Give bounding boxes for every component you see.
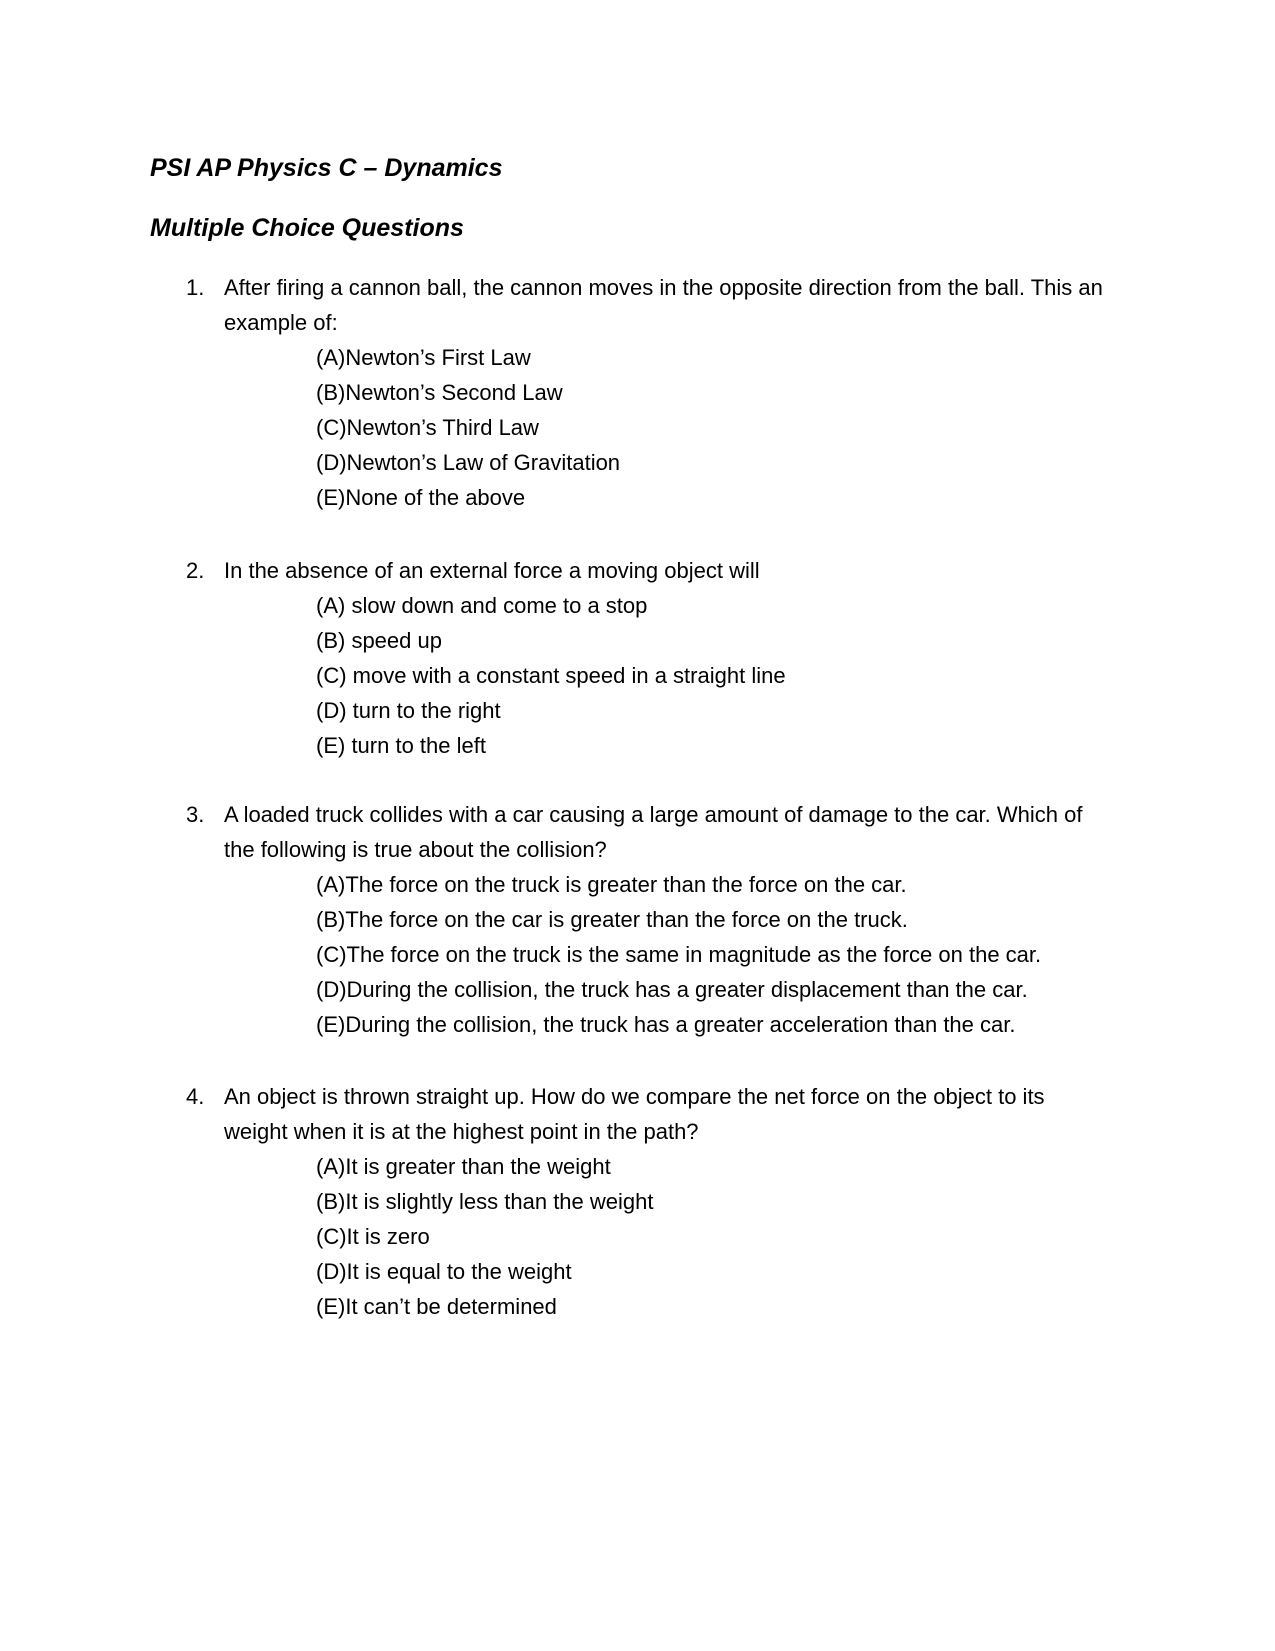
answer-choice-e: (E) turn to the left xyxy=(316,733,486,758)
answer-choice-b: (B)It is slightly less than the weight xyxy=(316,1189,654,1214)
answer-choices xyxy=(316,588,786,763)
answer-choices xyxy=(316,1149,653,1324)
page-title: PSI AP Physics C – Dynamics xyxy=(150,154,503,182)
answer-choices xyxy=(316,340,620,515)
answer-choice-b: (B) speed up xyxy=(316,628,442,653)
answer-choice-c: (C) move with a constant speed in a straight line xyxy=(316,663,786,688)
question-number: 4. xyxy=(186,1084,205,1109)
answer-choice-c: (C)It is zero xyxy=(316,1224,430,1249)
question-text: In the absence of an external force a moving object will xyxy=(224,558,760,583)
answer-choice-d: (D)Newton’s Law of Gravitation xyxy=(316,450,621,475)
answer-choice-a: (A)Newton’s First Law xyxy=(316,345,531,370)
answer-choice-a: (A)The force on the truck is greater than the force on the car. xyxy=(316,872,907,897)
answer-choice-e: (E)None of the above xyxy=(316,485,526,510)
answer-choice-e: (E)During the collision, the truck has a greater acceleration than the car. xyxy=(316,1012,1016,1037)
question-text: A loaded truck collides with a car causing a large amount of damage to the car. Which of the following is true about the collision? xyxy=(224,802,1083,862)
question-text: An object is thrown straight up. How do we compare the net force on the object to its weight when it is at the highest point in the path? xyxy=(224,1084,1045,1144)
question-number: 1. xyxy=(186,275,205,300)
answer-choices xyxy=(316,867,1041,1042)
answer-choice-b: (B)The force on the car is greater than the force on the truck. xyxy=(316,907,908,932)
answer-choice-d: (D)During the collision, the truck has a greater displacement than the car. xyxy=(316,977,1028,1002)
answer-choice-d: (D) turn to the right xyxy=(316,698,501,723)
answer-choice-d: (D)It is equal to the weight xyxy=(316,1259,572,1284)
question-number: 3. xyxy=(186,802,205,827)
answer-choice-c: (C)Newton’s Third Law xyxy=(316,415,539,440)
answer-choice-a: (A)It is greater than the weight xyxy=(316,1154,611,1179)
question-number: 2. xyxy=(186,558,205,583)
section-heading: Multiple Choice Questions xyxy=(150,214,464,242)
answer-choice-a: (A) slow down and come to a stop xyxy=(316,593,648,618)
question-text: After firing a cannon ball, the cannon moves in the opposite direction from the ball. This an example of: xyxy=(224,275,1103,335)
answer-choice-b: (B)Newton’s Second Law xyxy=(316,380,563,405)
answer-choice-e: (E)It can’t be determined xyxy=(316,1294,557,1319)
answer-choice-c: (C)The force on the truck is the same in magnitude as the force on the car. xyxy=(316,942,1042,967)
